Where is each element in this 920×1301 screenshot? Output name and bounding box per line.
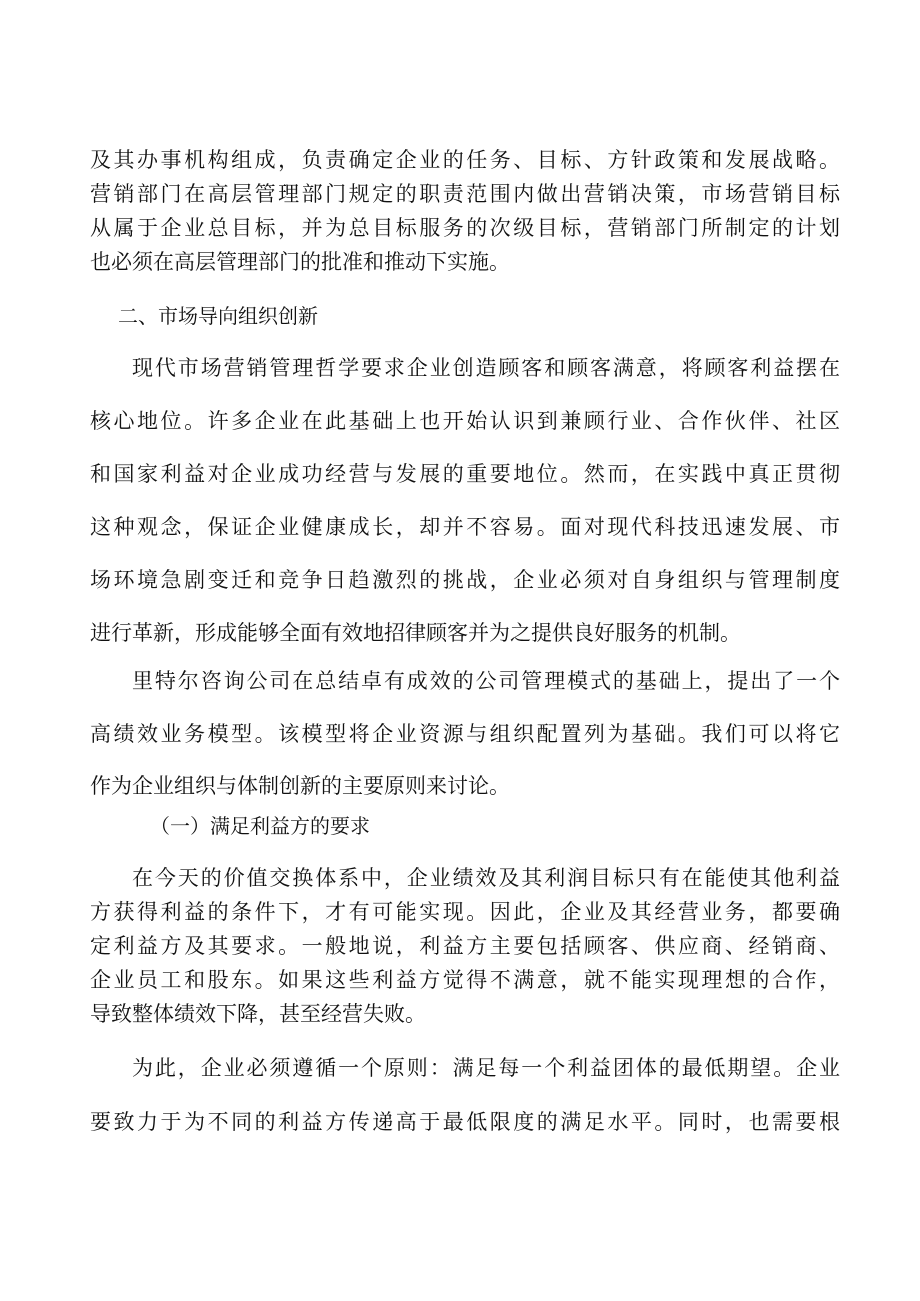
paragraph-line: 及其办事机构组成，负责确定企业的任务、目标、方针政策和发展战略。 [90,148,840,172]
paragraph-line: 在今天的价值交换体系中，企业绩效及其利润目标只有在能使其他利益 [132,866,840,890]
paragraph-line: 企业员工和股东。如果这些利益方觉得不满意，就不能实现理想的合作， [90,968,840,992]
paragraph-line: 从属于企业总目标，并为总目标服务的次级目标，营销部门所制定的计划 [90,216,840,240]
paragraph-line: 方获得利益的条件下，才有可能实现。因此，企业及其经营业务，都要确 [90,900,840,924]
section-heading: 二、市场导向组织创新 [118,304,318,328]
paragraph-line: 和国家利益对企业成功经营与发展的重要地位。然而，在实践中真正贯彻 [90,462,840,486]
paragraph-line: 核心地位。许多企业在此基础上也开始认识到兼顾行业、合作伙伴、社区 [90,409,840,433]
paragraph-line: 这种观念，保证企业健康成长，却并不容易。面对现代科技迅速发展、市 [90,515,840,539]
paragraph-line: 导致整体绩效下降，甚至经营失败。 [90,1002,426,1026]
paragraph-line: 现代市场营销管理哲学要求企业创造顾客和顾客满意，将顾客利益摆在 [132,356,840,380]
subsection-heading: （一）满足利益方的要求 [150,814,370,838]
paragraph-line: 为此，企业必须遵循一个原则：满足每一个利益团体的最低期望。企业 [132,1056,840,1080]
paragraph-line: 要致力于为不同的利益方传递高于最低限度的满足水平。同时，也需要根 [90,1110,840,1134]
paragraph-line: 作为企业组织与体制创新的主要原则来讨论。 [90,774,510,798]
paragraph-line: 高绩效业务模型。该模型将企业资源与组织配置列为基础。我们可以将它 [90,722,840,746]
paragraph-line: 定利益方及其要求。一般地说，利益方主要包括顾客、供应商、经销商、 [90,934,840,958]
paragraph-line: 营销部门在高层管理部门规定的职责范围内做出营销决策，市场营销目标 [90,182,840,206]
paragraph-line: 也必须在高层管理部门的批准和推动下实施。 [90,250,510,274]
paragraph-line: 进行革新，形成能够全面有效地招律顾客并为之提供良好服务的机制。 [90,621,741,645]
paragraph-line: 里特尔咨询公司在总结卓有成效的公司管理模式的基础上，提出了一个 [132,669,840,693]
paragraph-line: 场环境急剧变迁和竞争日趋激烈的挑战，企业必须对自身组织与管理制度 [90,568,840,592]
